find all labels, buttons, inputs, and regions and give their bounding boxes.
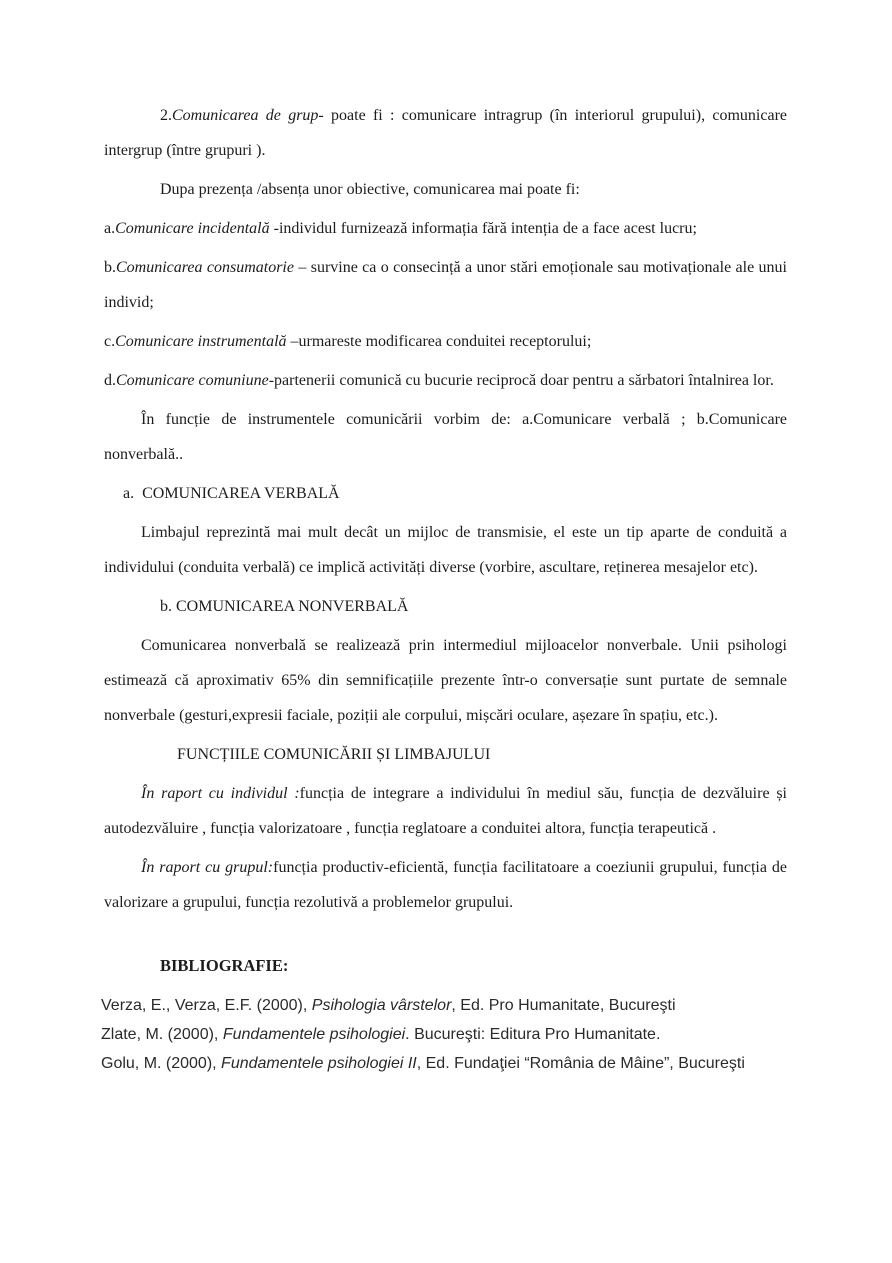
paragraph-functions-individual [104,776,787,846]
heading-text: b. COMUNICAREA NONVERBALĂ [160,598,409,615]
italic-run: Comunicarea de grup [172,107,319,124]
text-run: -partenerii comunică cu bucurie reciprocă doar pentru a sărbatori întalnirea lor. [268,372,774,389]
italic-run: În raport cu individul : [141,785,300,802]
text-run: , Ed. Fundaţiei “România de Mâine”, Bucureşti [416,1055,745,1072]
text-run: -individul furnizează informația fără intenția de a face acest lucru; [269,220,697,237]
text-run: Golu, M. (2000), [101,1055,222,1072]
text-run: b. [104,259,116,276]
bibliography-entry-verza [101,991,787,1020]
book-title: Psihologia vârstelor [311,997,452,1014]
paragraph-incidental-communication [104,211,787,246]
text-run: Dupa prezența /absența unor obiective, comunicarea mai poate fi: [160,181,580,198]
paragraph-nonverbal-definition [104,628,787,733]
text-run: a. [104,220,116,237]
text-run: funcția de integrare a individului în mediul său, funcția de dezvăluire și autodezvăluire , funcția valorizatoare , funcția reglatoare a conduitei altora, funcția terapeutică . [104,785,787,837]
text-run: funcția productiv-eficientă, funcția facilitatoare a coeziunii grupului, funcția de valorizare a grupului, funcția rezolutivă a problemelor grupului. [104,859,788,911]
text-run: , Ed. Pro Humanitate, Bucureşti [451,997,676,1014]
book-title: Fundamentele psihologiei [222,1026,406,1043]
italic-run: Comunicare incidentală [115,220,270,237]
heading-text: FUNCȚIILE COMUNICĂRII ȘI LIMBAJULUI [177,746,491,763]
text-run: –urmareste modificarea conduitei receptorului; [286,333,592,350]
text-run: d. [104,372,116,389]
text-run: 2. [160,107,172,124]
text-run: Limbajul reprezintă mai mult decât un mijloc de transmisie, el este un tip aparte de conduită a individului (conduita verbală) ce implică activități diverse (vorbire, ascultare, reținerea mesajelor etc). [104,524,787,576]
text-run: . Bucureşti: Editura Pro Humanitate. [405,1026,661,1043]
paragraph-objectives-intro [104,172,787,207]
italic-run: În raport cu grupul: [141,859,274,876]
heading-nonverbal-communication [104,589,787,624]
paragraph-functions-group [104,850,787,920]
text-run: Zlate, M. (2000), [101,1026,223,1043]
text-run: – survine ca o consecință a unor stări emoționale sau motivaționale ale unui individ; [104,259,788,311]
bibliography-entry-golu [101,1049,787,1078]
text-run: Verza, E., Verza, E.F. (2000), [101,997,312,1014]
heading-bibliography [104,948,787,983]
paragraph-group-communication [104,98,787,168]
italic-run: Comunicare instrumentală [115,333,287,350]
text-run: În funcție de instrumentele comunicării vorbim de: a.Comunicare verbală ; b.Comunicare nonverbală.. [104,411,787,463]
text-run: - poate fi : comunicare intragrup (în interiorul grupului), comunicare intergrup (între grupuri ). [104,107,787,159]
heading-text: BIBLIOGRAFIE: [160,956,289,975]
text-run: c. [104,333,116,350]
paragraph-instruments-intro [104,402,787,472]
italic-run: Comunicarea consumatorie [116,259,294,276]
italic-run: Comunicare comuniune [116,372,269,389]
text-run: Comunicarea nonverbală se realizează prin intermediul mijloacelor nonverbale. Unii psihologi estimează că aproximativ 65% din semnificațiile prezente într-o conversație sunt purtate de semnale nonverbale (gesturi,expresii faciale, poziții ale corpului, mișcări oculare, așezare în spațiu, etc.). [104,637,787,724]
paragraph-communion-communication [104,363,787,398]
bibliography-entry-zlate [101,1020,787,1049]
heading-verbal-communication [104,476,787,511]
book-title: Fundamentele psihologiei II [221,1055,417,1072]
heading-functions-of-communication [104,737,787,772]
paragraph-language-definition [104,515,787,585]
paragraph-instrumental-communication [104,324,787,359]
heading-text: a. COMUNICAREA VERBALĂ [123,485,340,502]
paragraph-consummatory-communication [104,250,787,320]
